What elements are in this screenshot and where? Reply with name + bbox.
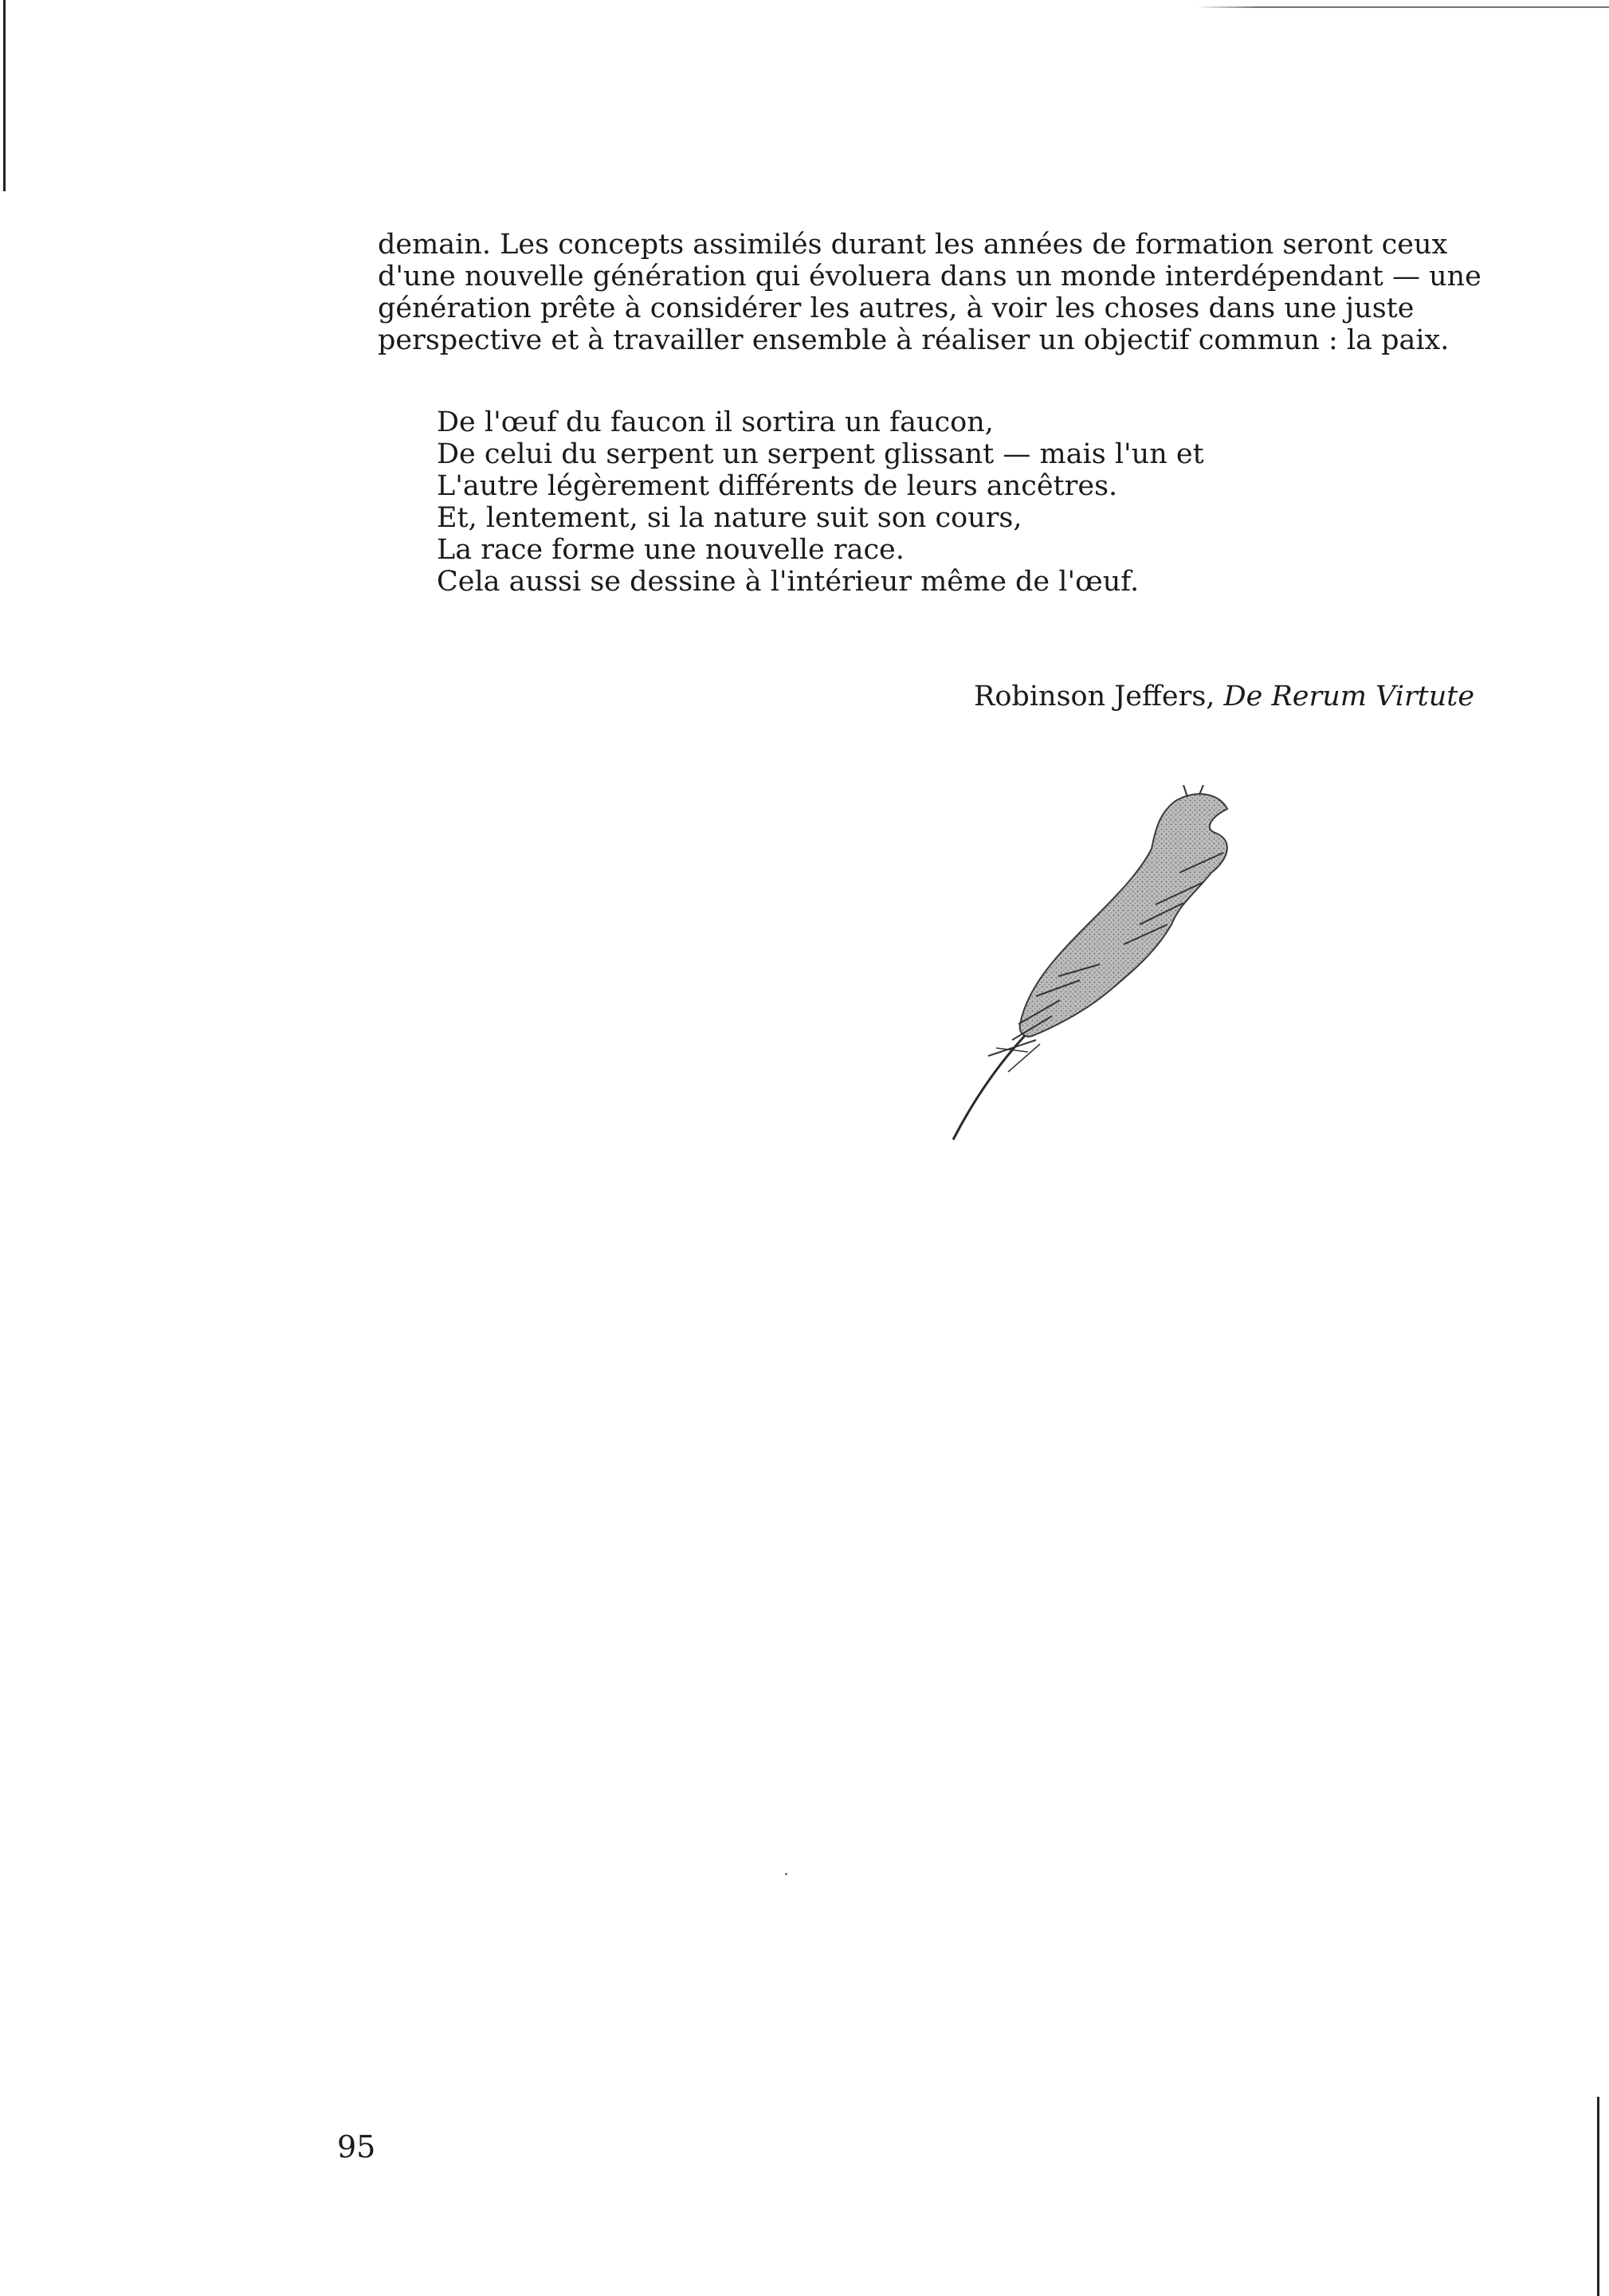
poem-quote <box>437 406 1204 598</box>
attribution-work: De Rerum Virtute <box>1223 681 1475 712</box>
scan-top-rule <box>1195 6 1609 8</box>
page-number: 95 <box>337 2129 376 2165</box>
scan-speck <box>785 1873 787 1875</box>
body-line: d'une nouvelle génération qui évoluera dans un monde interdépendant — une <box>378 261 1481 292</box>
body-line: demain. Les concepts assimilés durant les années de formation seront ceux <box>378 229 1448 261</box>
scan-right-edge <box>1597 2097 1599 2296</box>
feather-icon <box>940 785 1275 1160</box>
body-line: génération prête à considérer les autres, à voir les choses dans une juste <box>378 292 1415 324</box>
poem-line: Cela aussi se dessine à l'intérieur même de l'œuf. <box>437 566 1140 598</box>
body-paragraph <box>378 229 1481 356</box>
attribution-author: Robinson Jeffers, <box>974 681 1224 712</box>
poem-line: L'autre légèrement différents de leurs ancêtres. <box>437 470 1118 502</box>
poem-line: Et, lentement, si la nature suit son cours, <box>437 502 1022 534</box>
poem-line: De l'œuf du faucon il sortira un faucon, <box>437 406 994 438</box>
attribution <box>974 681 1474 712</box>
poem-line: La race forme une nouvelle race. <box>437 534 905 566</box>
body-line: perspective et à travailler ensemble à réaliser un objectif commun : la paix. <box>378 324 1450 356</box>
poem-line: De celui du serpent un serpent glissant — mais l'un et <box>437 438 1204 470</box>
scan-left-edge <box>3 0 6 191</box>
